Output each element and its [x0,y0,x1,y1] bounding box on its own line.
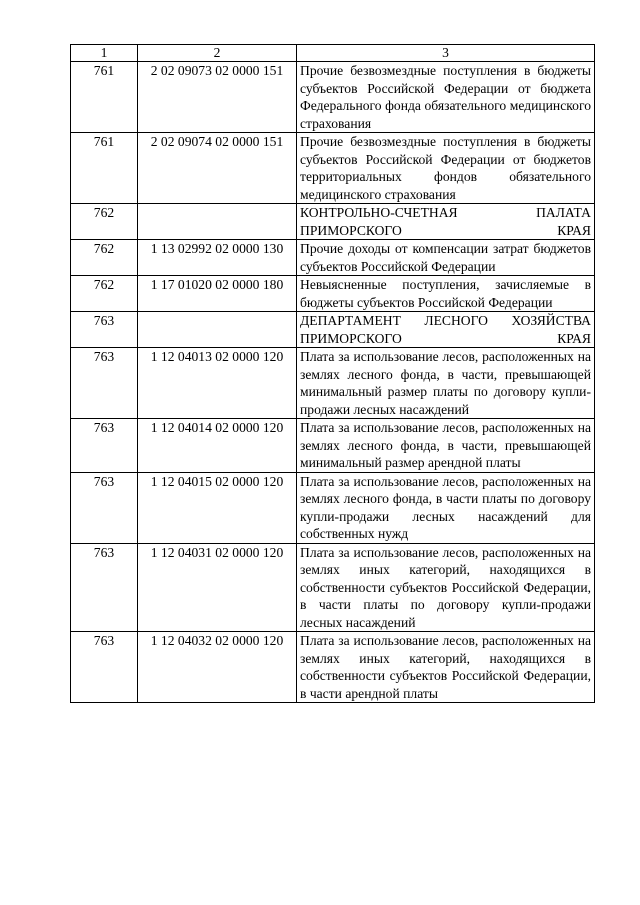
admin-code-cell: 763 [71,312,138,348]
table-row [71,419,595,473]
table-row [71,276,595,312]
revenue-name-cell: Плата за использование лесов, расположенных на землях иных категорий, находящихся в собственности субъектов Российской Федерации, в части платы по договору купли-продажи лесных насаждений [297,543,595,632]
admin-code-cell: 763 [71,543,138,632]
budget-code-cell: 1 17 01020 02 0000 180 [138,276,297,312]
budget-code-cell: 1 12 04014 02 0000 120 [138,419,297,473]
table-row [71,240,595,276]
revenue-name-cell: Плата за использование лесов, расположенных на землях иных категорий, находящихся в собственности субъектов Российской Федерации, в части арендной платы [297,632,595,703]
revenue-name-cell: Прочие безвозмездные поступления в бюджеты субъектов Российской Федерации от бюджета Федерального фонда обязательного медицинского страхования [297,62,595,133]
table-row [71,543,595,632]
admin-code-cell: 762 [71,204,138,240]
column-header-1: 1 [71,45,138,62]
table-header-row [71,45,595,62]
administrator-name-cell: ДЕПАРТАМЕНТ ЛЕСНОГО ХОЗЯЙСТВА ПРИМОРСКОГО КРАЯ [297,312,595,348]
table-row [71,133,595,204]
table-row [71,348,595,419]
budget-code-cell: 1 12 04032 02 0000 120 [138,632,297,703]
column-header-3: 3 [297,45,595,62]
admin-code-cell: 763 [71,348,138,419]
table-row [71,632,595,703]
budget-classification-table [70,44,595,703]
admin-code-cell: 763 [71,419,138,473]
admin-code-cell: 762 [71,276,138,312]
administrator-name-cell: КОНТРОЛЬНО-СЧЕТНАЯ ПАЛАТА ПРИМОРСКОГО КРАЯ [297,204,595,240]
revenue-name-cell: Плата за использование лесов, расположенных на землях лесного фонда, в части, превышающей минимальный размер арендной платы [297,419,595,473]
section-row [71,204,595,240]
revenue-name-cell: Плата за использование лесов, расположенных на землях лесного фонда, в части, превышающей минимальный размер платы по договору купли-продажи лесных насаждений [297,348,595,419]
table-row [71,62,595,133]
section-row [71,312,595,348]
budget-code-cell: 2 02 09073 02 0000 151 [138,62,297,133]
budget-code-cell: 1 12 04013 02 0000 120 [138,348,297,419]
revenue-name-cell: Прочие доходы от компенсации затрат бюджетов субъектов Российской Федерации [297,240,595,276]
revenue-name-cell: Прочие безвозмездные поступления в бюджеты субъектов Российской Федерации от бюджетов территориальных фондов обязательного медицинского страхования [297,133,595,204]
budget-code-cell: 2 02 09074 02 0000 151 [138,133,297,204]
budget-code-cell [138,312,297,348]
budget-code-cell: 1 12 04031 02 0000 120 [138,543,297,632]
revenue-name-cell: Плата за использование лесов, расположенных на землях лесного фонда, в части платы по договору купли-продажи лесных насаждений для собственных нужд [297,472,595,543]
budget-code-cell [138,204,297,240]
budget-code-cell: 1 13 02992 02 0000 130 [138,240,297,276]
revenue-name-cell: Невыясненные поступления, зачисляемые в бюджеты субъектов Российской Федерации [297,276,595,312]
admin-code-cell: 761 [71,133,138,204]
column-header-2: 2 [138,45,297,62]
admin-code-cell: 761 [71,62,138,133]
budget-code-cell: 1 12 04015 02 0000 120 [138,472,297,543]
admin-code-cell: 763 [71,472,138,543]
admin-code-cell: 762 [71,240,138,276]
table-row [71,472,595,543]
admin-code-cell: 763 [71,632,138,703]
